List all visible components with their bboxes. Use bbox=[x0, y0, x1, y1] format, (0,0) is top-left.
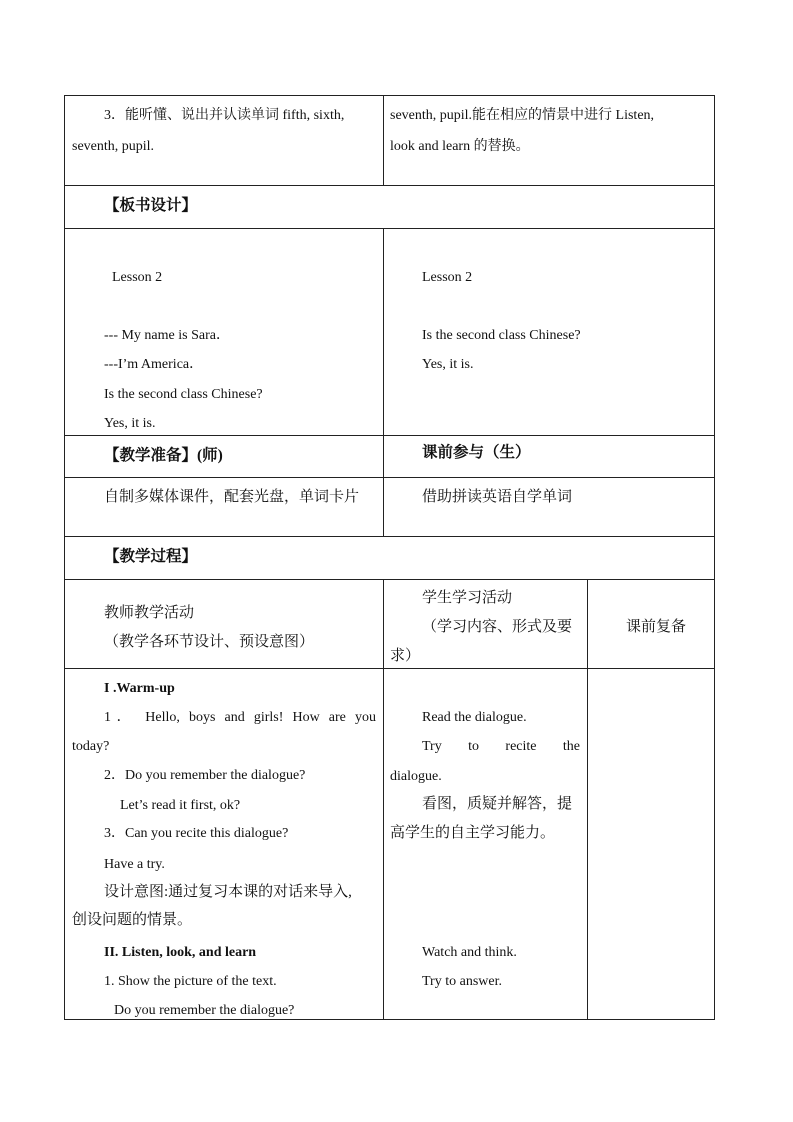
warmup-item2: 2．Do you remember the dialogue? bbox=[104, 768, 306, 783]
section2-item1-sub: Do you remember the dialogue? bbox=[114, 1003, 295, 1018]
process-col2-line1: 学生学习活动 bbox=[422, 590, 513, 606]
warmup-intent-2: 创设问题的情景。 bbox=[72, 912, 193, 928]
process-col2-line2: （学习内容、形式及要 bbox=[422, 619, 573, 635]
prep-teacher-text: 自制多媒体课件，配套光盘，单词卡片 bbox=[104, 489, 360, 505]
process-col1-line1: 教师教学活动 bbox=[104, 605, 195, 621]
student-line2-word: recite bbox=[505, 739, 537, 754]
student-line2-word: Try bbox=[422, 739, 442, 754]
prep-student-heading: 课前参与（生） bbox=[422, 444, 531, 461]
board-right-lesson: Lesson 2 bbox=[422, 270, 473, 285]
prep-student-text: 借助拼读英语自学单词 bbox=[422, 489, 573, 505]
board-left-line: --- My name is Sara． bbox=[104, 328, 230, 343]
section2-item1: 1. Show the picture of the text. bbox=[104, 974, 277, 989]
student-line1: Read the dialogue. bbox=[422, 710, 527, 725]
goals-right-line1: seventh, pupil.能在相应的情景中进行 Listen, bbox=[390, 108, 655, 123]
prep-student-cell bbox=[383, 477, 715, 537]
board-right-line: Yes, it is. bbox=[422, 357, 474, 372]
prep-teacher-cell bbox=[64, 477, 384, 537]
student-line7: Try to answer. bbox=[422, 974, 502, 989]
warmup-title: I .Warm-up bbox=[104, 681, 175, 696]
board-design-heading: 【板书设计】 bbox=[104, 197, 198, 214]
warmup-intent-1: 设计意图:通过复习本课的对话来导入, bbox=[104, 884, 352, 900]
process-col1-header-cell bbox=[64, 579, 384, 669]
student-line3: dialogue. bbox=[390, 769, 442, 784]
process-heading: 【教学过程】 bbox=[104, 548, 198, 565]
warmup-item2-sub: Let’s read it first, ok? bbox=[120, 798, 241, 813]
process-col1-line2: （教学各环节设计、预设意图） bbox=[104, 634, 315, 650]
board-left-line: Yes, it is. bbox=[104, 416, 156, 431]
board-left-line: ---I’m America． bbox=[104, 357, 204, 372]
process-notes-cell bbox=[587, 668, 715, 1020]
warmup-item1-a: 1． Hello, boys and girls! How are you bbox=[104, 710, 376, 725]
goals-right-line2: look and learn 的替换。 bbox=[390, 139, 530, 154]
student-line2-word: to bbox=[468, 739, 480, 754]
student-line6: Watch and think. bbox=[422, 945, 517, 960]
section2-title: II. Listen, look, and learn bbox=[104, 945, 257, 960]
process-col2-line3: 求） bbox=[390, 648, 421, 664]
board-right-line: Is the second class Chinese? bbox=[422, 328, 581, 343]
goals-left-line1: 3．能听懂、说出并认读单词 fifth, sixth, bbox=[104, 108, 345, 123]
warmup-item3-sub: Have a try. bbox=[104, 857, 165, 872]
student-line5: 高学生的自主学习能力。 bbox=[390, 825, 556, 841]
process-col3-label: 课前复备 bbox=[626, 619, 687, 635]
student-line2-word: the bbox=[562, 739, 580, 754]
goals-left-line2: seventh, pupil. bbox=[72, 139, 155, 154]
warmup-item3: 3．Can you recite this dialogue? bbox=[104, 826, 289, 841]
board-left-lesson: Lesson 2 bbox=[112, 270, 163, 285]
warmup-item1-b: today? bbox=[72, 739, 110, 754]
prep-teacher-heading: 【教学准备】(师) bbox=[104, 447, 223, 464]
board-left-line: Is the second class Chinese? bbox=[104, 387, 263, 402]
student-line4: 看图，质疑并解答，提 bbox=[422, 796, 573, 812]
student-line2 bbox=[422, 738, 580, 756]
